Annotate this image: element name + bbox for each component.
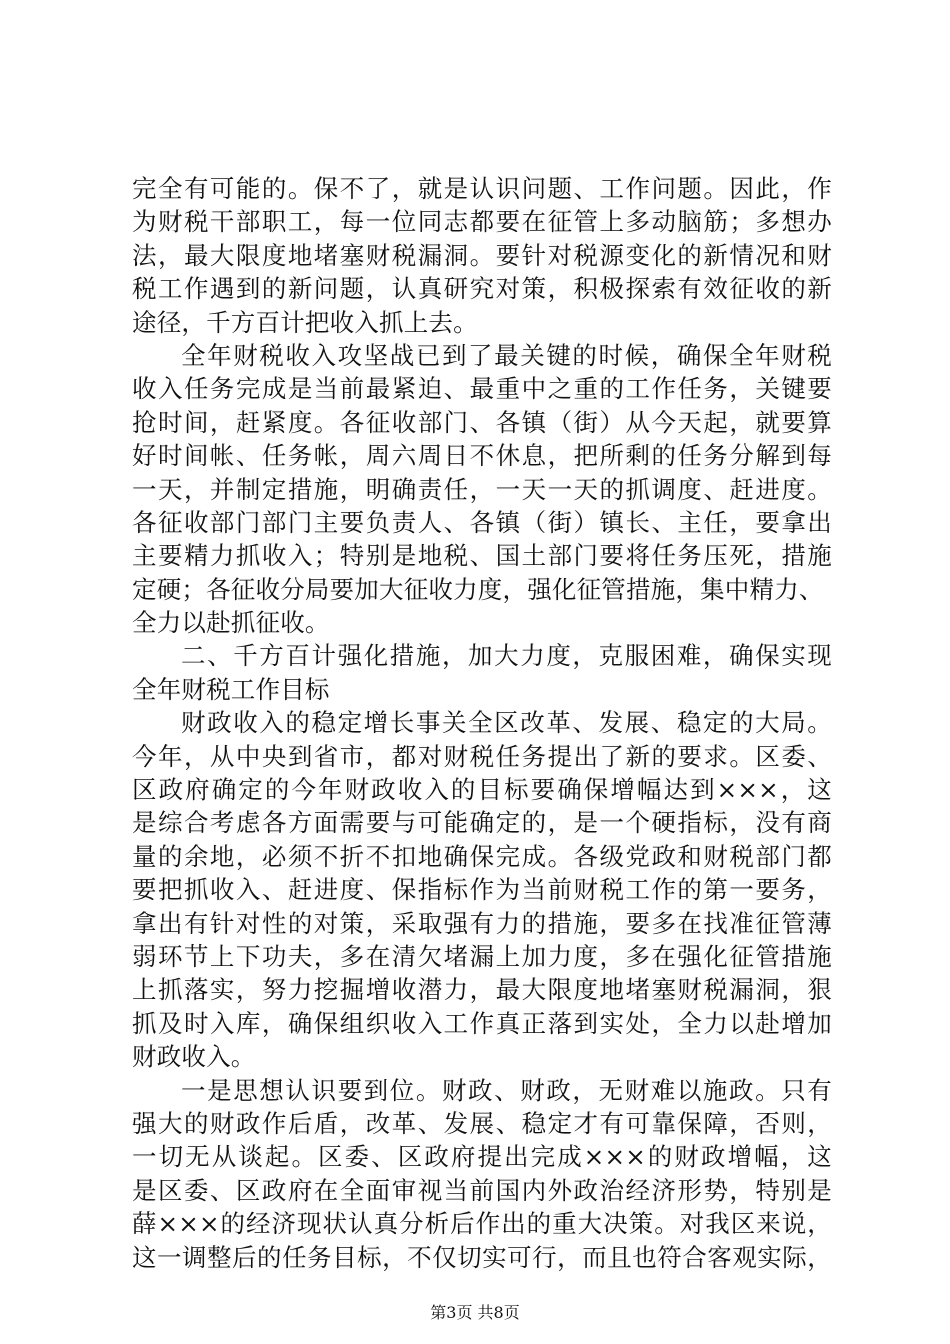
- text-line: 法，最大限度地堵塞财税漏洞。要针对税源变化的新情况和财: [132, 240, 832, 270]
- text-line: 财政收入。: [132, 1042, 256, 1072]
- text-line: 收入任务完成是当前最紧迫、最重中之重的工作任务，关键要: [132, 374, 832, 404]
- text-line: 抓及时入库，确保组织收入工作真正落到实处，全力以赴增加: [132, 1008, 832, 1038]
- paragraph-start-line: 一是思想认识要到位。财政、财政，无财难以施政。只有: [181, 1075, 832, 1105]
- text-line: 上抓落实，努力挖掘增收潜力，最大限度地堵塞财税漏洞，狠: [132, 975, 832, 1005]
- text-line: 一切无从谈起。区委、区政府提出完成×××的财政增幅，这: [132, 1142, 832, 1172]
- text-line: 各征收部门部门主要负责人、各镇（街）镇长、主任，要拿出: [132, 507, 832, 537]
- text-line: 薛×××的经济现状认真分析后作出的重大决策。对我区来说，: [132, 1209, 832, 1239]
- text-line: 一天，并制定措施，明确责任，一天一天的抓调度、赶进度。: [132, 474, 832, 504]
- text-line: 拿出有针对性的对策，采取强有力的措施，要多在找准征管薄: [132, 908, 832, 938]
- text-line: 是区委、区政府在全面审视当前国内外政治经济形势，特别是: [132, 1175, 832, 1205]
- paragraph-start-line: 全年财税收入攻坚战已到了最关键的时候，确保全年财税: [181, 340, 832, 370]
- text-line: 全力以赴抓征收。: [132, 608, 330, 638]
- text-line: 这一调整后的任务目标，不仅切实可行，而且也符合客观实际，: [132, 1242, 832, 1272]
- text-line: 量的余地，必须不折不扣地确保完成。各级党政和财税部门都: [132, 841, 832, 871]
- section-heading-line: 二、千方百计强化措施，加大力度，克服困难，确保实现: [181, 641, 832, 671]
- text-line: 主要精力抓收入；特别是地税、国土部门要将任务压死，措施: [132, 541, 832, 571]
- text-line: 途径，千方百计把收入抓上去。: [132, 307, 478, 337]
- text-line: 弱环节上下功夫，多在清欠堵漏上加力度，多在强化征管措施: [132, 941, 832, 971]
- text-line: 今年，从中央到省市，都对财税任务提出了新的要求。区委、: [132, 741, 832, 771]
- text-line: 好时间帐、任务帐，周六周日不休息，把所剩的任务分解到每: [132, 441, 832, 471]
- text-line: 强大的财政作后盾，改革、发展、稳定才有可靠保障，否则，: [132, 1108, 832, 1138]
- text-line: 抢时间，赶紧度。各征收部门、各镇（街）从今天起，就要算: [132, 407, 832, 437]
- text-line: 是综合考虑各方面需要与可能确定的，是一个硬指标，没有商: [132, 808, 832, 838]
- text-line: 区政府确定的今年财政收入的目标要确保增幅达到×××，这: [132, 775, 832, 805]
- text-line: 税工作遇到的新问题，认真研究对策，积极探索有效征收的新: [132, 274, 832, 304]
- text-line: 完全有可能的。保不了，就是认识问题、工作问题。因此，作: [132, 174, 832, 203]
- document-body: [132, 172, 832, 1274]
- text-line: 为财税干部职工，每一位同志都要在征管上多动脑筋；多想办: [132, 207, 832, 237]
- page-number-footer: 第3页 共8页: [430, 1303, 520, 1322]
- paragraph-start-line: 财政收入的稳定增长事关全区改革、发展、稳定的大局。: [181, 708, 832, 738]
- section-heading-line: 全年财税工作目标: [132, 674, 330, 704]
- text-line: 定硬；各征收分局要加大征收力度，强化征管措施，集中精力、: [132, 574, 824, 604]
- text-line: 要把抓收入、赶进度、保指标作为当前财税工作的第一要务，: [132, 875, 832, 905]
